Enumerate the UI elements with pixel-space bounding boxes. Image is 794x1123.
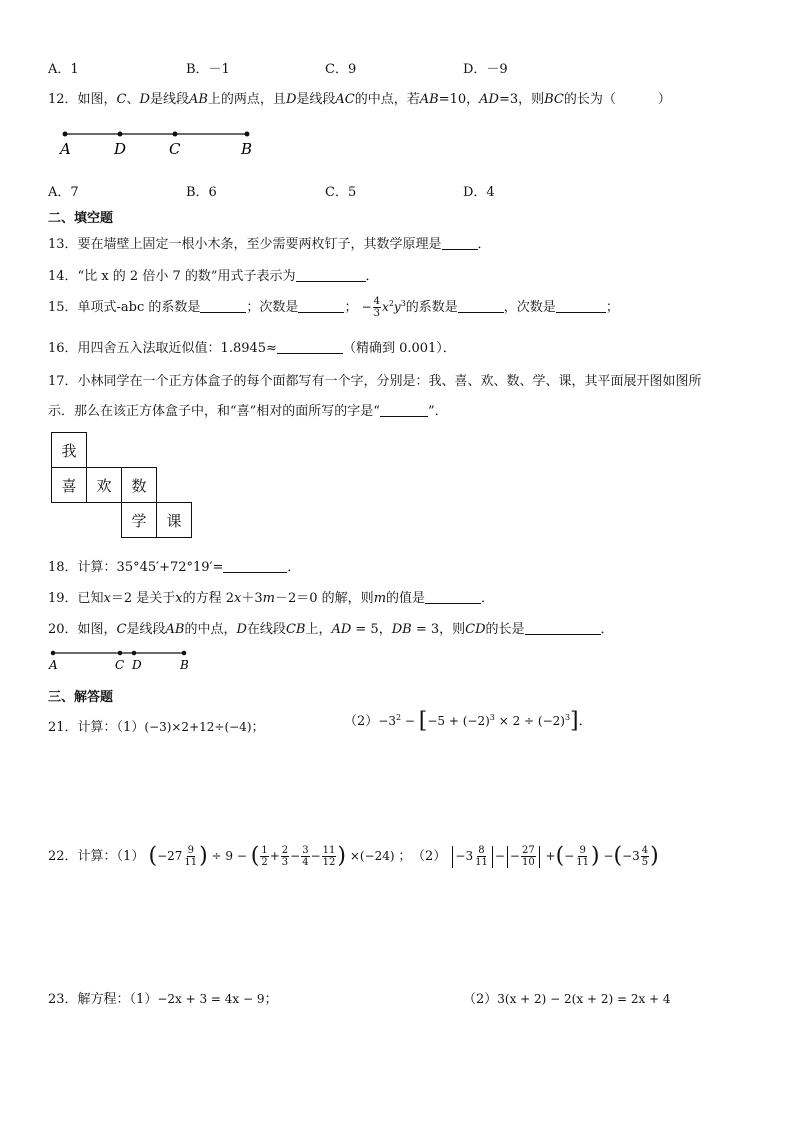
q21-expression-2: $-3^2 - [-5 + (-2)^3 \times 2 \div (-2)^3]$ [378, 708, 579, 734]
q20-label-a: A [49, 658, 58, 672]
q12-label-c: C [169, 140, 181, 158]
cube-cell-xue: 学 [121, 502, 157, 538]
q19-answer-blank[interactable] [425, 591, 481, 604]
q20: 20．如图，C是线段AB的中点，D在线段CB上，AD = 5，DB = 3，则CD的长是 ． [48, 622, 614, 637]
q16-answer-blank[interactable] [277, 341, 343, 354]
q18-answer-blank[interactable] [223, 560, 287, 573]
cube-cell-wo: 我 [51, 432, 87, 468]
cube-cell-shu: 数 [121, 467, 157, 503]
q12-option-c: C．5 [325, 185, 357, 200]
section-solve-title: 三、解答题 [48, 690, 114, 705]
q12-option-b: B．6 [186, 185, 217, 200]
q20-label-c: C [115, 658, 125, 672]
q17-answer-blank[interactable] [380, 404, 428, 417]
q18: 18．计算：35°45′+72°19′= ． [48, 560, 301, 575]
q12-option-a: A．7 [48, 185, 79, 200]
q12-segment-figure [55, 122, 265, 162]
q23-part-2: （2）3(x + 2) − 2(x + 2) = 2x + 4 [463, 992, 671, 1007]
q11-option-b: B．－1 [186, 62, 230, 77]
q19: 19．已知x＝2 是关于x的方程 2x＋3m－2＝0 的解，则m的值是 ． [48, 591, 495, 606]
q20-segment-figure [48, 646, 198, 674]
cube-cell-xi: 喜 [51, 467, 87, 503]
q22-part-1: 22．计算：（1） (−27 $\frac{9}{11}$ ) ÷ 9 − ( $\frac{1}{2}$ + $\frac{2}{3}$ − $\frac{3}{4}$ − $\frac{11}{12}$ ) ×(−24) ； [48, 843, 412, 869]
q23-equation-2: 3(x + 2) − 2(x + 2) = 2x + 4 [497, 992, 671, 1006]
q23-equation-1: −2x + 3 = 4x − 9 [157, 992, 265, 1006]
q16: 16．用四舍五入法取近似值：1.8945≈ （精确到 0.001）． [48, 341, 456, 356]
q17-line-1: 17．小林同学在一个正方体盒子的每个面都写有一个字，分别是：我、喜、欢、数、学、课，其平面展开图如图所 [48, 374, 702, 389]
q15-blank-3[interactable] [458, 300, 504, 313]
q12-label-a: A [60, 140, 71, 158]
q12-label-d: D [114, 140, 127, 158]
cube-cell-huan: 欢 [86, 467, 122, 503]
q14: 14．“比 x 的 2 倍小 7 的数”用式子表示为 ． [48, 269, 379, 284]
q23-part-1: 23．解方程：（1）−2x + 3 = 4x − 9； [48, 992, 278, 1007]
q11-option-a: A．1 [48, 62, 79, 77]
q20-label-d: D [132, 658, 142, 672]
q15-blank-4[interactable] [556, 300, 606, 313]
q14-answer-blank[interactable] [296, 269, 366, 282]
q13-answer-blank[interactable] [442, 237, 478, 250]
q17-line-2: 示．那么在该正方体盒子中，和“喜”相对的面所写的字是“ ”． [48, 404, 448, 419]
q11-option-d: D．－9 [463, 62, 508, 77]
section-fill-blank-title: 二、填空题 [48, 211, 114, 226]
q15-blank-2[interactable] [298, 300, 344, 313]
q20-label-b: B [180, 658, 189, 672]
q11-option-c: C．9 [325, 62, 357, 77]
q15-blank-1[interactable] [200, 300, 246, 313]
cube-cell-ke: 课 [156, 502, 192, 538]
q22-part-2: （2） −3 $\frac{8}{11}$ − − $\frac{27}{10}$ +(− $\frac{9}{11}$ ) −(−3 $\frac{4}{5}$ ) [412, 843, 659, 869]
q21-expression-1: (−3)×2+12÷(−4) [144, 720, 252, 734]
q21-part-2: $(2)-3^2 - [-5 + (-2)^3 \times 2 \div (-2)^3]$． [344, 708, 592, 734]
q21-part-1: 21．计算：（1）(−3)×2+12÷(−4)； [48, 720, 265, 735]
q15-monomial: − $\frac{4}{3}$ $x^2y^3$ [361, 296, 406, 319]
q13: 13．要在墙壁上固定一根小木条，至少需要两枚钉子，其数学原理是 ． [48, 237, 491, 252]
q15: 15．单项式-abc 的系数是 ；次数是 ； − $\frac{4}{3}$ $x^2y^3$的系数是 ，次数是 ； [48, 296, 619, 319]
q12-option-d: D．4 [463, 185, 495, 200]
q12-stem: 12．如图，C、D是线段AB上的两点，且D是线段AC的中点，若AB=10，AD=3，则BC的长为（ ） [48, 92, 671, 107]
q12-label-b: B [241, 140, 253, 158]
q20-answer-blank[interactable] [525, 622, 601, 635]
